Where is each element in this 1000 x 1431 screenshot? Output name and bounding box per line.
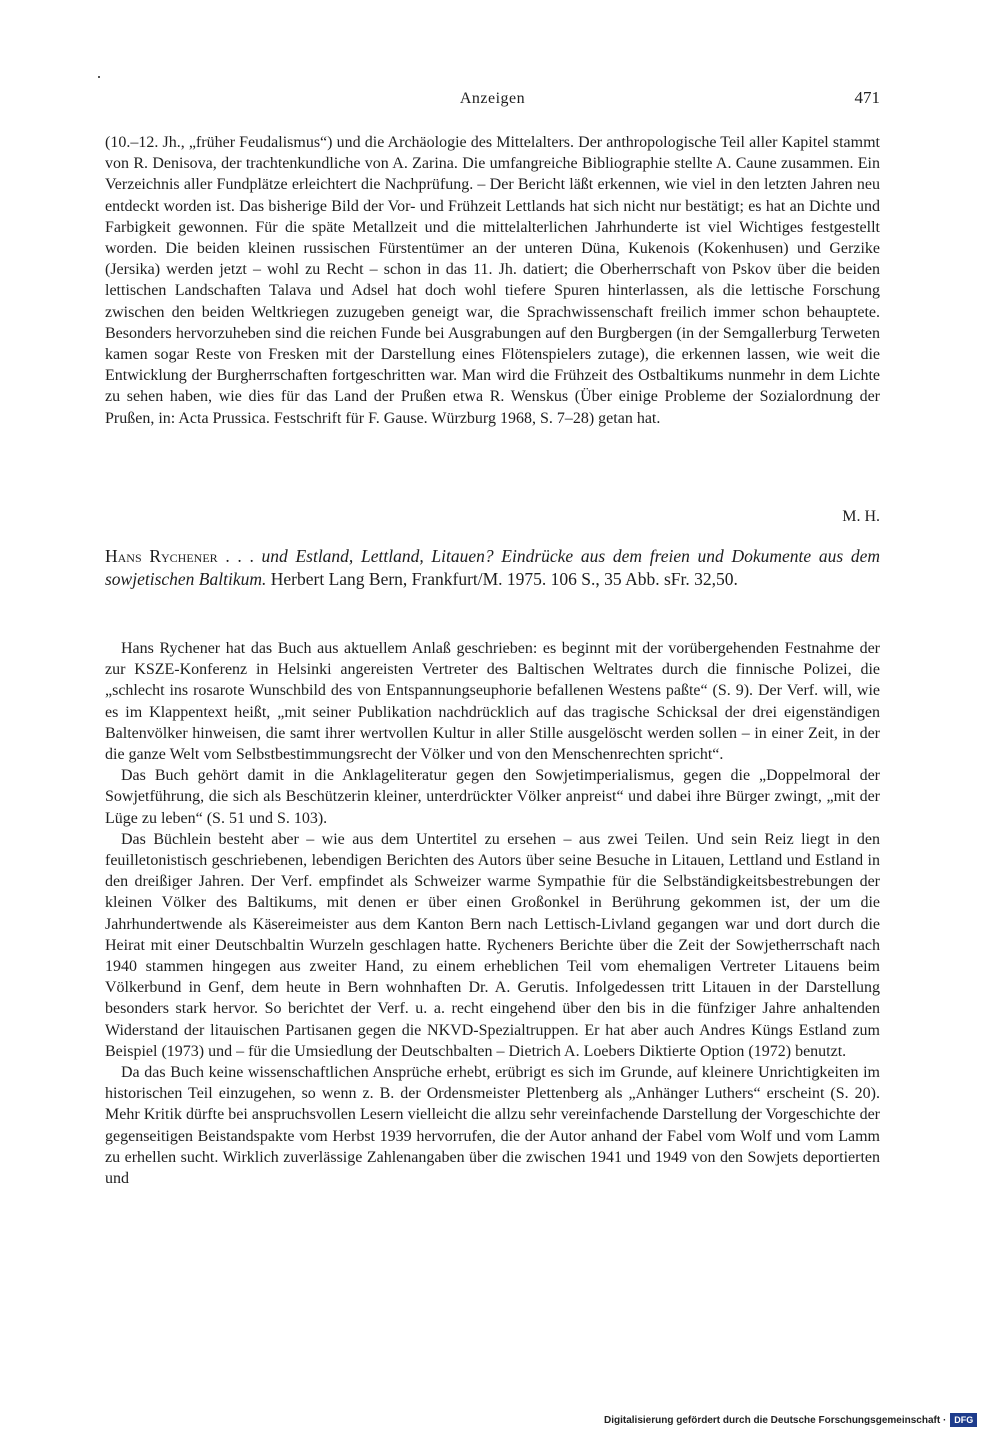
previous-review-paragraph: (10.–12. Jh., „früher Feudalismus“) und die Archäologie des Mittelalters. Der anthropologische Teil aller Kapitel stammt von R. Denisova, der trachtenkundliche von A. Zarina. Die umfangreiche Bibliographie stellte A. Caune zusammen. Ein Verzeichnis aller Fundplätze erleichtert die Nachprüfung. – Der Bericht läßt erkennen, wie viel in den letzten Jahren neu entdeckt worden ist. Das bisherige Bild der Vor- und Frühzeit Lettlands hat sich nicht nur bestätigt; es hat an Dichte und Farbigkeit gewonnen. Für die späte Metallzeit und die mittelalterlichen Jahrhunderte ist viel Wichtiges festgestellt worden. Die beiden kleinen russischen Fürstentümer an der unteren Düna, Kukenois (Kokenhusen) und Gerzike (Jersika) werden jetzt – wohl zu Recht – schon in das 11. Jh. datiert; die Oberherrschaft von Pskov über die beiden lettischen Landschaften Talava und Adsel hat doch wohl tiefere Spuren hinterlassen, als die lettische Forschung zwischen den beiden Weltkriegen zuzugeben geneigt war, die Sprachwissenschaft freilich immer schon behauptete. Besonders hervorzuheben sind die reichen Funde bei Ausgrabungen auf den Burgbergen (in der Semgallerburg Terweten kamen sogar Reste von Fresken mit der Darstellung eines Flötenspielers zutage), die erkennen lassen, wie weit die Entwicklung der Burgherrschaften fortgeschritten war. Man wird die Frühzeit des Ostbaltikums nunmehr in dem Lichte zu sehen haben, wie dies für das Land der Prußen etwa R. Wenskus (Über einige Probleme der Sozialordnung der Prußen, in: Acta Prussica. Festschrift für F. Gause. Würzburg 1968, S. 7–28) getan hat. xyxy=(105,134,880,427)
running-head-title: Anzeigen xyxy=(459,90,526,107)
review-paragraph: Das Büchlein besteht aber – wie aus dem Untertitel zu ersehen – aus zwei Teilen. Und sein Reiz liegt in den feuilletonistisch geschriebenen, lebendigen Berichten des Autors über seine Besuche in Litauen, Lettland und Estland in den dreißiger Jahren. Der Verf. empfindet als Schweizer warme Sympathie für die Selbständigkeitsbestrebungen der kleinen Völker des Baltikums, mit denen er über einen Großonkel in Berührung gekommen ist, der um die Jahrhundertwende als Käsereimeister aus dem Kanton Bern nach Lettisch-Livland gegangen war und dort durch die Heirat mit einer Deutschbaltin Wurzeln geschlagen hatte. Rycheners Berichte über die Zeit der Sowjetherrschaft nach 1940 stammen hingegen aus zweiter Hand, zu einem erheblichen Teil vom ehemaligen Vertreter Litauens beim Völkerbund in Genf, dem heute in Bern wohnhaften Dr. A. Gerutis. Infolgedessen tritt Litauen in der Darstellung besonders stark hervor. So berichtet der Verf. u. a. recht eingehend über den bis in die fünfziger Jahre anhaltenden Widerstand der litauischen Partisanen gegen die NKVD-Spezialtruppen. Er hat aber auch Andres Küngs Estland zum Beispiel (1973) und – für die Umsiedlung der Deutschbalten – Dietrich A. Loebers Diktierte Option (1972) benutzt. xyxy=(105,830,880,1060)
review-paragraph: Da das Buch keine wissenschaftlichen Ansprüche erhebt, erübrigt es sich im Grunde, auf kleinere Unrichtigkeiten im historischen Teil einzugehen, so wenn z. B. der Ordensmeister Plettenberg als „Anhänger Luthers“ erscheint (S. 20). Mehr Kritik dürfte bei anspruchsvollen Lesern vielleicht die allzu sehr vereinfachende Darstellung der Vorgeschichte der gegenseitigen Beistandspakte vom Herbst 1939 hervorrufen, die der Autor anhand der Fabel vom Wolf und vom Lamm zu erhellen sucht. Wirklich zuverlässige Zahlenangaben über die zwischen 1941 und 1949 von den Sowjets deportierten und xyxy=(105,1064,880,1188)
review-author: Hans Rychener xyxy=(105,546,218,566)
previous-review-signature: M. H. xyxy=(842,508,880,525)
page-number: 471 xyxy=(854,88,880,107)
review-publication-info: Herbert Lang Bern, Frankfurt/M. 1975. 106 S., 35 Abb. sFr. 32,50. xyxy=(266,568,738,589)
review-paragraph: Hans Rychener hat das Buch aus aktuellem Anlaß geschrieben: es beginnt mit der vorübergehenden Festnahme der zur KSZE-Konferenz in Helsinki angereisten Vertreter des Baltischen Weltrates durch die finnische Polizei, die „schlecht ins rosarote Wunschbild des von Entspannungseuphorie befallenen Westens paßte“ (S. 9). Der Verf. will, wie es im Klappentext heißt, „mit seiner Publikation nachdrücklich auf das tragische Schicksal der drei eigenständigen Baltenvölker hinweisen, die samt ihrer wertvollen Kultur in aller Stille ausgelöscht werden sollen – in einer Zeit, in der die ganze Welt vom Selbstbestimmungsrecht der Völker und von den Menschenrechten spricht“. xyxy=(105,640,880,764)
review-heading xyxy=(105,545,880,590)
review-paragraph: Das Buch gehört damit in die Anklageliteratur gegen den Sowjetimperialismus, gegen die „Doppelmoral der Sowjetführung, die sich als Beschützerin kleiner, unterdrückter Völker anpreist“ und dabei ihre Bürger zwingt, „mit der Lüge zu leben“ (S. 51 und S. 103). xyxy=(105,767,880,827)
running-head xyxy=(105,90,880,114)
footer-credit: Digitalisierung gefördert durch die Deutsche Forschungsgemeinschaft · xyxy=(604,1414,947,1426)
dfg-logo: DFG xyxy=(950,1413,977,1427)
scan-speck xyxy=(98,76,100,78)
review-separator: . . . xyxy=(217,546,262,566)
review-body xyxy=(105,638,880,1189)
review-book-title: und Estland, Lettland, Litauen? Eindrücke aus dem freien und Dokumente aus dem sowjetischen Baltikum. xyxy=(105,546,881,589)
digitization-footer xyxy=(604,1412,977,1428)
